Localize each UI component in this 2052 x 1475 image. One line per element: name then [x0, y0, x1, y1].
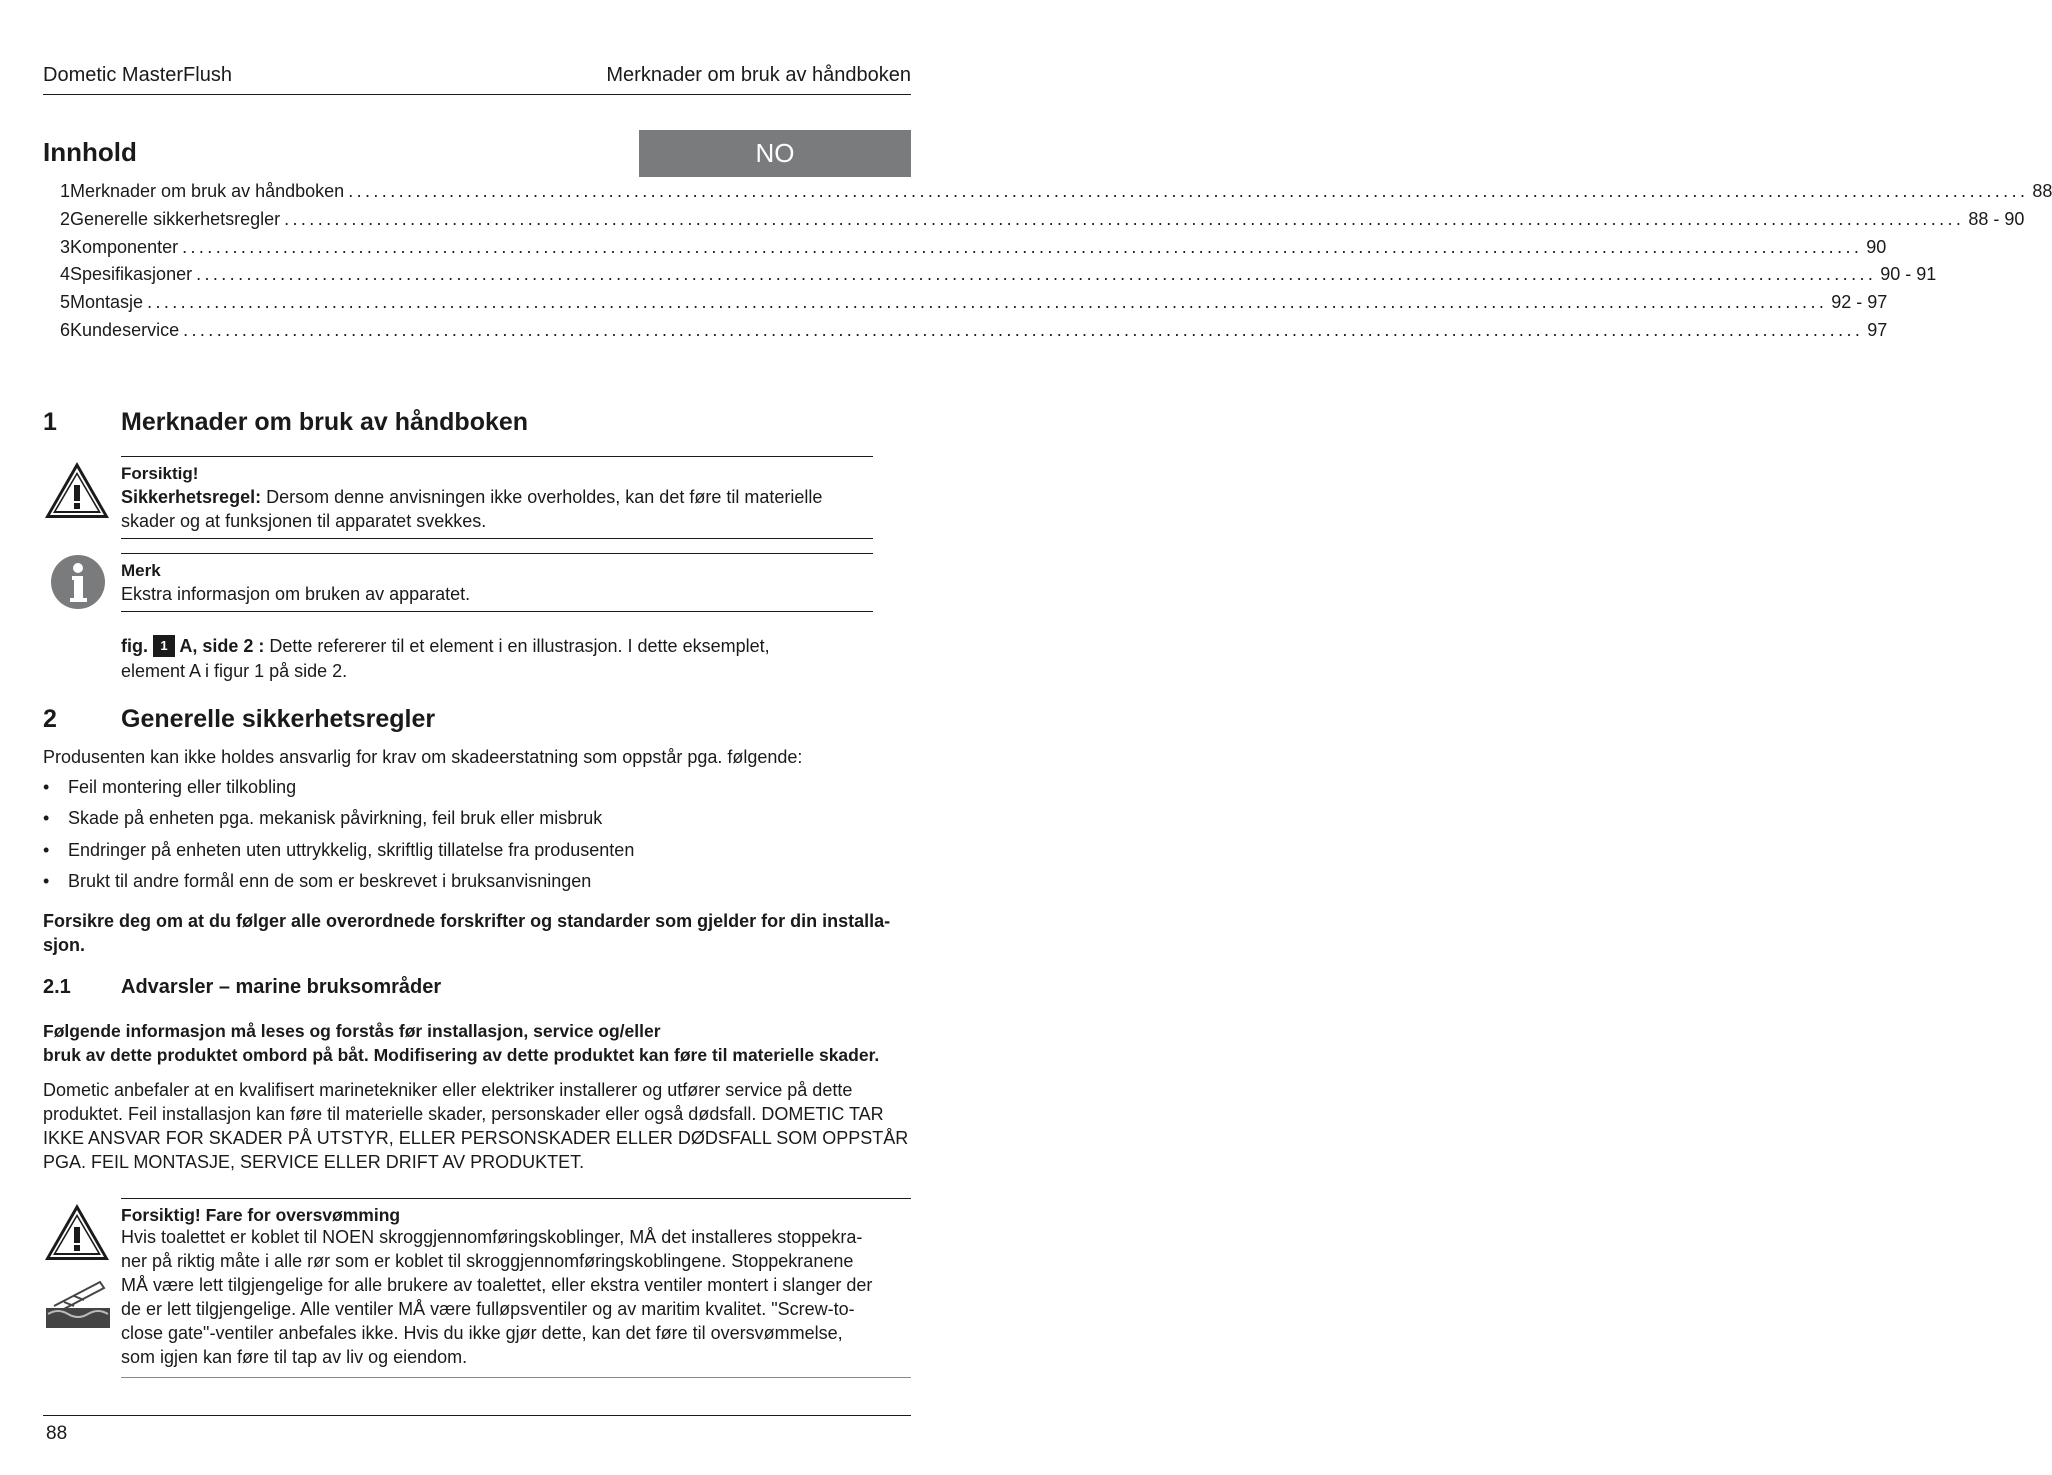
toc-item-page: 92 - 97	[1831, 292, 1888, 312]
caution-top-rule	[121, 456, 873, 457]
figure-number-badge: 1	[153, 635, 175, 657]
warning-triangle-icon	[43, 1202, 111, 1262]
header-rule	[43, 94, 911, 95]
bullet-text: Skade på enheten pga. mekanisk påvirkning, feil bruk eller misbruk	[68, 808, 603, 828]
bullet-item	[43, 808, 903, 832]
toc-item-page: 88 - 90	[1968, 209, 2025, 229]
caution-text-1: Dersom denne anvisningen ikke overholdes, kan det føre til materielle	[261, 487, 823, 507]
section-2-intro: Produsenten kan ikke holdes ansvarlig for krav om skadeerstatning som oppstår pga. følgende:	[43, 747, 803, 767]
fig-text-1: Dette refererer til et element i en illustrasjon. I dette eksemplet,	[264, 636, 770, 656]
toc-item-number: 5	[60, 292, 71, 312]
toc-item-label: Komponenter	[70, 237, 179, 257]
note-text: Ekstra informasjon om bruken av apparatet.	[121, 584, 471, 604]
toc-item-page: 97	[1867, 320, 1888, 340]
toc-item[interactable]	[43, 181, 2052, 205]
flood-text-line: MÅ være lett tilgjengelige for alle brukere av toalettet, eller ekstra ventiler montert i slanger der	[121, 1275, 873, 1295]
toc-item-number: 1	[60, 181, 71, 201]
toc-leader-dots: ........................................................................................................................................................................................................	[348, 181, 2029, 201]
caution-text-line-1	[121, 485, 822, 509]
section-2-1-bold-line-2: bruk av dette produktet ombord på båt. Modifisering av dette produktet kan føre til materielle skader.	[43, 1045, 880, 1065]
flooding-icon	[44, 1278, 112, 1330]
toc-item-page: 90	[1866, 237, 1887, 257]
section-2-bold-note-line-2: sjon.	[43, 935, 86, 955]
caution-lead: Sikkerhetsregel:	[121, 487, 262, 507]
note-bottom-rule	[121, 611, 873, 612]
header-section-title: Merknader om bruk av håndboken	[606, 64, 911, 86]
bullet-dot: •	[43, 871, 50, 891]
toc-title: Innhold	[43, 137, 137, 167]
flood-text-line: de er lett tilgjengelige. Alle ventiler MÅ være fulløpsventiler og av maritim kvalitet. "Screw-to-	[121, 1299, 855, 1319]
section-title: Generelle sikkerhetsregler	[121, 705, 436, 733]
toc-item[interactable]	[43, 237, 1887, 261]
note-title: Merk	[121, 561, 161, 580]
toc-item-number: 6	[60, 320, 71, 340]
note-top-rule	[121, 553, 873, 554]
bullet-dot: •	[43, 808, 50, 828]
caution-bottom-rule	[121, 538, 873, 539]
toc-item[interactable]	[43, 320, 1888, 344]
toc-item-label: Generelle sikkerhetsregler	[70, 209, 281, 229]
toc-item[interactable]	[43, 292, 1888, 316]
toc-item-page: 90 - 91	[1880, 264, 1937, 284]
section-2-bold-note-line-1: Forsikre deg om at du følger alle overordnede forskrifter og standarder som gjelder for din installa-	[43, 911, 891, 931]
bullet-item	[43, 840, 903, 864]
flood-text-line: Hvis toalettet er koblet til NOEN skroggjennomføringskoblinger, MÅ det installeres stoppekra-	[121, 1227, 863, 1247]
bullet-dot: •	[43, 777, 50, 797]
bullet-item	[43, 871, 903, 895]
info-icon	[50, 554, 106, 610]
paragraph-line: PGA. FEIL MONTASJE, SERVICE ELLER DRIFT AV PRODUKTET.	[43, 1152, 585, 1172]
language-code: NO	[755, 138, 795, 168]
toc-leader-dots: ........................................................................................................................................................................................................	[196, 264, 1877, 284]
flood-text-line: som igjen kan føre til tap av liv og eiendom.	[121, 1347, 468, 1367]
toc-item[interactable]	[43, 264, 1937, 288]
toc-item-page: 88	[2032, 181, 2052, 201]
bullet-text: Feil montering eller tilkobling	[68, 777, 297, 797]
toc-item-number: 2	[60, 209, 71, 229]
fig-ref: A, side 2 :	[175, 636, 265, 656]
header-product-name: Dometic MasterFlush	[43, 64, 232, 86]
caution-title: Forsiktig!	[121, 464, 199, 483]
toc-item[interactable]	[43, 209, 2025, 233]
bullet-dot: •	[43, 840, 50, 860]
bullet-text: Brukt til andre formål enn de som er beskrevet i bruksanvisningen	[68, 871, 592, 891]
toc-item-number: 3	[60, 237, 71, 257]
paragraph-line: Dometic anbefaler at en kvalifisert marinetekniker eller elektriker installerer og utfører service på dette	[43, 1080, 853, 1100]
section-title: Advarsler – marine bruksområder	[121, 976, 442, 998]
section-2-1-bold-line-1: Følgende informasjon må leses og forstås før installasjon, service og/eller	[43, 1021, 661, 1041]
section-number: 1	[43, 408, 57, 436]
toc-leader-dots: ........................................................................................................................................................................................................	[183, 320, 1864, 340]
page-number: 88	[46, 1423, 68, 1444]
language-badge	[639, 130, 911, 177]
section-2-1-heading	[43, 976, 903, 1002]
toc-item-label: Merknader om bruk av håndboken	[70, 181, 345, 201]
toc-item-number: 4	[60, 264, 71, 284]
toc-leader-dots: ........................................................................................................................................................................................................	[182, 237, 1863, 257]
toc-item-label: Kundeservice	[70, 320, 180, 340]
section-number: 2	[43, 705, 57, 733]
section-1-heading	[43, 408, 903, 438]
flood-text-line: close gate"-ventiler anbefales ikke. Hvis du ikke gjør dette, kan det føre til oversvømmelse,	[121, 1323, 843, 1343]
fig-reference-line-2: element A i figur 1 på side 2.	[121, 661, 348, 681]
toc-leader-dots: ........................................................................................................................................................................................................	[147, 292, 1828, 312]
fig-label: fig.	[121, 636, 148, 656]
caution-text-line-2: skader og at funksjonen til apparatet svekkes.	[121, 511, 487, 531]
bullet-item	[43, 777, 903, 801]
toc-leader-dots: ........................................................................................................................................................................................................	[284, 209, 1965, 229]
toc-item-label: Montasje	[70, 292, 144, 312]
flood-title: Forsiktig! Fare for oversvømming	[121, 1205, 401, 1225]
section-title: Merknader om bruk av håndboken	[121, 408, 529, 436]
fig-reference-line-1	[121, 634, 770, 658]
section-2-heading	[43, 705, 903, 735]
toc-item-label: Spesifikasjoner	[70, 264, 193, 284]
flood-bottom-rule	[121, 1377, 911, 1378]
footer-rule	[43, 1415, 911, 1416]
paragraph-line: IKKE ANSVAR FOR SKADER PÅ UTSTYR, ELLER PERSONSKADER ELLER DØDSFALL SOM OPPSTÅR	[43, 1128, 909, 1148]
warning-triangle-icon	[43, 460, 111, 520]
section-number: 2.1	[43, 976, 71, 998]
paragraph-line: produktet. Feil installasjon kan føre til materielle skader, personskader eller også dødsfall. DOMETIC TAR	[43, 1104, 884, 1124]
flood-text-line: ner på riktig måte i alle rør som er koblet til skroggjennomføringskoblingene. Stoppekranene	[121, 1251, 854, 1271]
flood-top-rule	[121, 1198, 911, 1199]
bullet-text: Endringer på enheten uten uttrykkelig, skriftlig tillatelse fra produsenten	[68, 840, 635, 860]
